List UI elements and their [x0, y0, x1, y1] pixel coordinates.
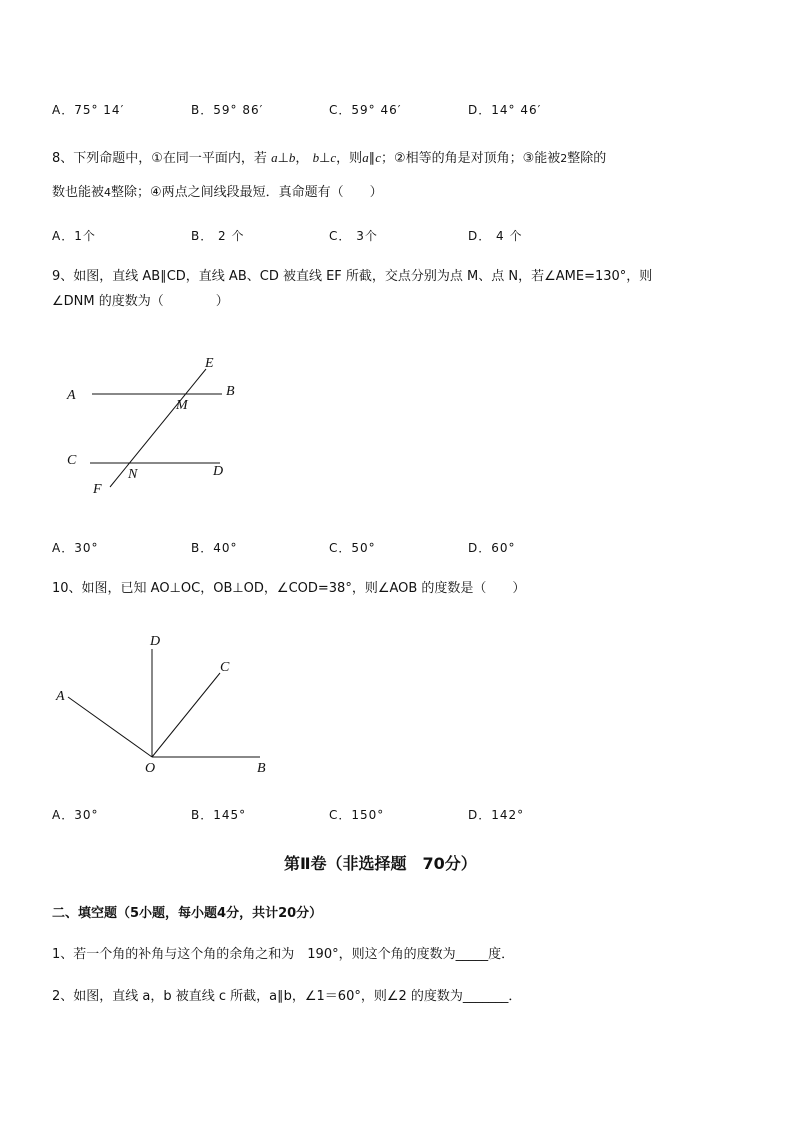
q8-option-b: B． 2 个 [191, 229, 245, 243]
q8-parallel: ∥ [368, 151, 376, 166]
q9-option-c: C．50° [329, 541, 376, 555]
q9-label-b: B [226, 384, 235, 399]
q9-label-c: C [67, 453, 77, 468]
q10-label-a: A [56, 689, 65, 704]
q8-number: 8、 [52, 151, 74, 166]
q8-intro: 下列命题中，①在同一平面内，若 [73, 151, 267, 166]
q10-line1: 10、如图，已知 AO⊥OC，OB⊥OD，∠COD=38°，则∠AOB 的度数是（ ） [52, 581, 526, 596]
q7-option-a: A．75° 14′ [52, 103, 125, 117]
fill-q1: 1、若一个角的补角与这个角的余角之和为 190°，则这个角的度数为_____度． [52, 947, 515, 962]
q9-line1: 9、如图，直线 AB∥CD，直线 AB、CD 被直线 EF 所截，交点分别为点 M、点 N，若∠AME=130°，则 [52, 269, 653, 284]
q10-label-b: B [257, 761, 266, 776]
q7-option-b: B．59° 86′ [191, 103, 264, 117]
q8-rest1: ；②相等的角是对顶角；③能被 [380, 151, 561, 166]
q9-option-b: B．40° [191, 541, 238, 555]
q8-rest2: 整除的 [567, 151, 607, 166]
q8-var-b2: b [312, 150, 320, 165]
q8-line2b: 整除；④两点之间线段最短．真命题有（ ） [111, 185, 383, 200]
q9-option-a: A．30° [52, 541, 99, 555]
q10-label-c: C [220, 660, 230, 675]
part2-title: 第Ⅱ卷（非选择题 70分） [284, 854, 477, 873]
q9-option-d: D．60° [468, 541, 516, 555]
q8-option-c: C． 3个 [329, 229, 378, 243]
part2-section-heading: 二、填空题（5小题，每小题4分，共计20分） [52, 906, 323, 921]
q8-var-a: a [271, 150, 278, 165]
q8-option-a: A．1个 [52, 229, 96, 243]
q9-label-e: E [205, 356, 214, 371]
q9-line2: ∠DNM 的度数为（ ） [52, 294, 229, 309]
q10-label-o: O [145, 761, 156, 776]
q7-option-d: D．14° 46′ [468, 103, 542, 117]
q10-label-d: D [150, 634, 161, 649]
q8-var-c2: c [375, 150, 381, 165]
q10-option-c: C．150° [329, 808, 385, 822]
ray-oc [152, 673, 220, 757]
q8-then: ，则 [336, 151, 363, 166]
q9-label-m: M [176, 398, 188, 413]
q8-var-b: b [288, 150, 296, 165]
q8-four: 4 [104, 186, 112, 199]
q9-label-f: F [93, 482, 102, 497]
q10-option-a: A．30° [52, 808, 99, 822]
q7-option-c: C．59° 46′ [329, 103, 402, 117]
q8-perp: ⊥ [277, 151, 289, 166]
q10-option-b: B．145° [191, 808, 247, 822]
q9-label-a: A [67, 388, 76, 403]
q10-option-d: D．142° [468, 808, 525, 822]
q9-label-n: N [128, 467, 138, 482]
q9-label-d: D [213, 464, 224, 479]
q8-line2a: 数也能被 [52, 185, 105, 200]
q8-var-a2: a [362, 150, 369, 165]
ray-oa [68, 697, 152, 757]
q8-perp2: ⊥ [319, 151, 331, 166]
fill-q2: 2、如图，直线 a，b 被直线 c 所截，a∥b，∠1＝60°，则∠2 的度数为_______． [52, 989, 522, 1004]
q8-comma: ， [295, 151, 309, 166]
q8-two: 2 [560, 152, 568, 165]
q8-option-d: D． 4 个 [468, 229, 523, 243]
q8-var-c: c [330, 150, 337, 165]
